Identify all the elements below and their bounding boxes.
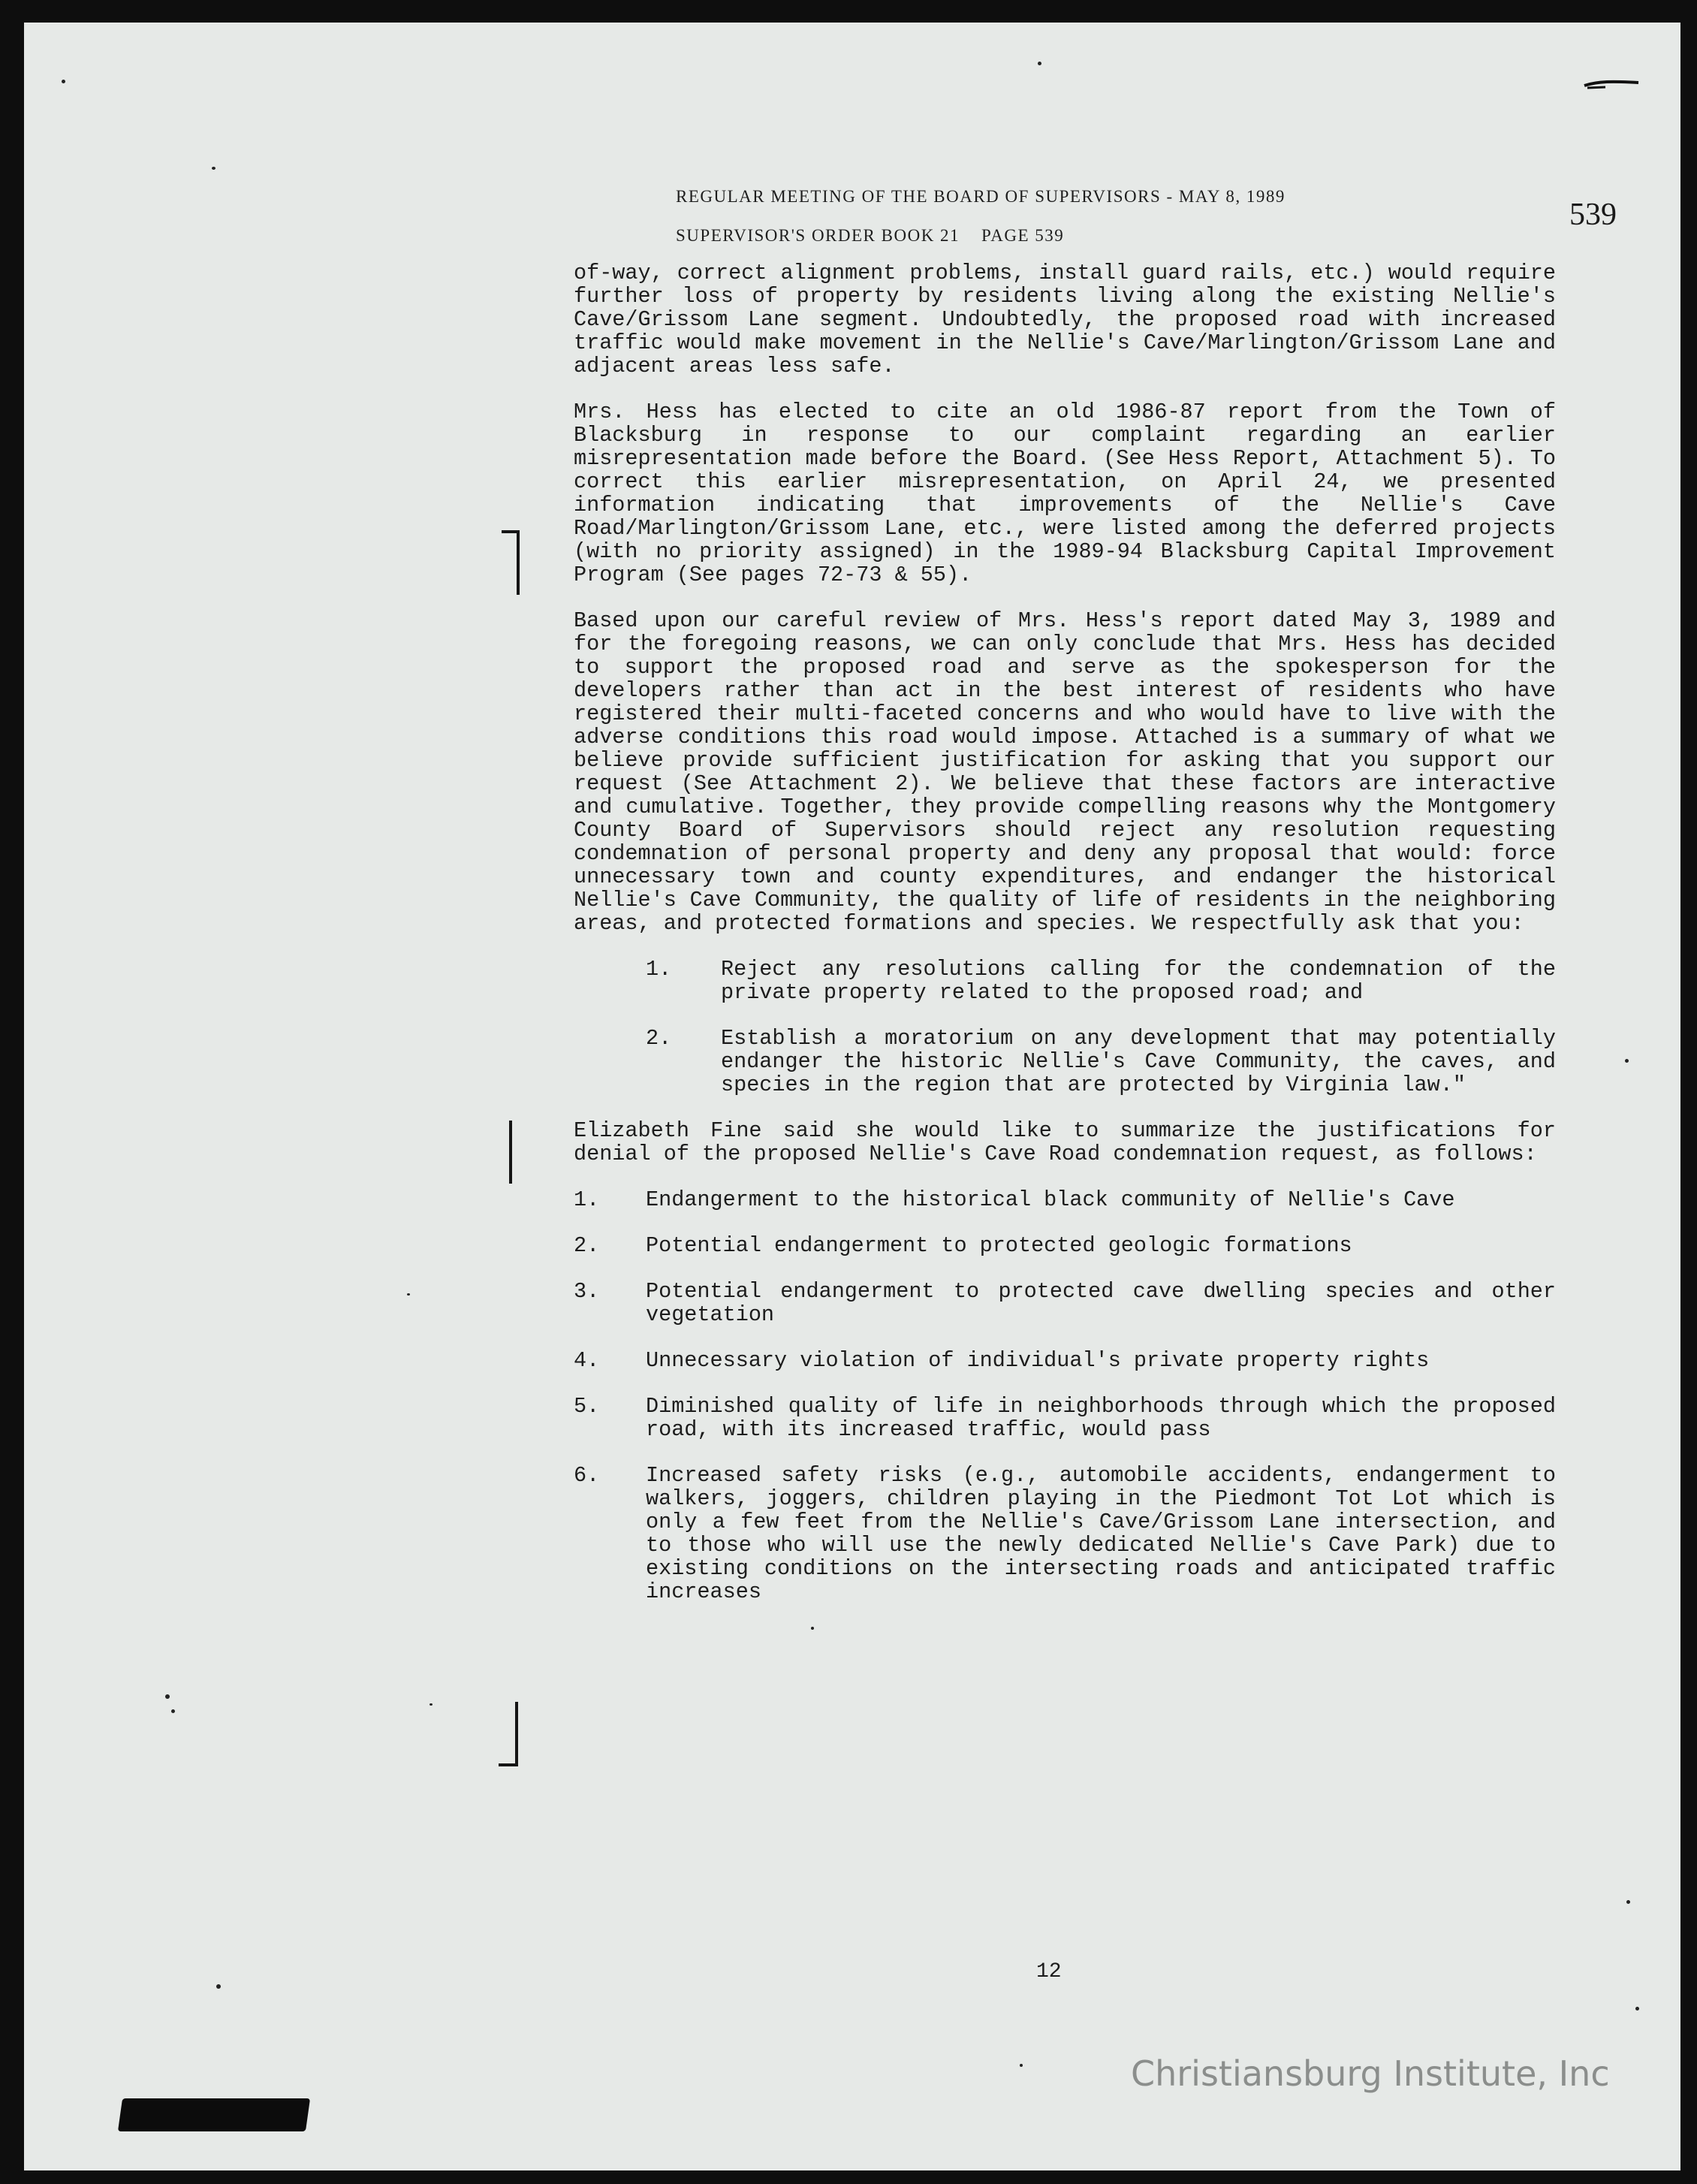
dust-speck — [165, 1694, 170, 1699]
list-item-text: Reject any resolutions calling for the condemnation of the private property related to the proposed road; and — [721, 957, 1556, 1005]
paragraph-summary-intro: Elizabeth Fine said she would like to summarize the justifications for denial of the proposed Nellie's Cave Road condemnation request, as follows: — [574, 1118, 1556, 1166]
dust-speck — [430, 1703, 433, 1706]
list-item-text: Potential endangerment to protected geologic formations — [646, 1233, 1352, 1258]
ink-smear-mark — [118, 2098, 310, 2131]
dust-speck — [1626, 1900, 1630, 1904]
list-item-number: 6. — [574, 1463, 600, 1488]
list-item — [574, 1280, 1556, 1326]
page-header — [676, 177, 1286, 255]
paragraph-review-conclusion: Based upon our careful review of Mrs. Hess's report dated May 3, 1989 and for the foregoing reasons, we can only conclude that Mrs. Hess has decided to support the proposed road and serve as the spokesperson for the developers rather than act in the best interest of residents who have registered their multi-faceted concerns and who would have to live with the adverse conditions this road would impose. Attached is a summary of what we believe provide sufficient justification for asking that you support our request (See Attachment 2). We believe that these factors are interactive and cumulative. Together, they provide compelling reasons why the Montgomery County Board of Supervisors should reject any resolution requesting condemnation of personal property and deny any proposal that would: force unnecessary town and county expenditures, and endanger the historical Nellie's Cave Community, the quality of life of residents in the neighboring areas, and protected formations and species. We respectfully ask that you: — [574, 608, 1556, 936]
list-item-text: Endangerment to the historical black community of Nellie's Cave — [646, 1187, 1455, 1212]
margin-bracket-1 — [502, 530, 520, 595]
list-item — [574, 1349, 1556, 1372]
dust-speck — [407, 1293, 410, 1296]
pen-mark-icon — [1583, 80, 1640, 90]
list-item-text: Increased safety risks (e.g., automobile accidents, endangerment to walkers, joggers, children playing in the Piedmont Tot Lot which is only a few feet from the Nellie's Cave/Grissom Lane intersection, and to those who will use the newly dedicated Nellie's Cave Park) due to existing conditions on the intersecting roads and anticipated traffic increases — [646, 1463, 1556, 1604]
list-item-text: Establish a moratorium on any development that may potentially endanger the historic Nellie's Cave Community, the caves, and species in the region that are protected by Virginia law." — [721, 1026, 1556, 1097]
dust-speck — [1038, 62, 1041, 65]
list-item — [574, 1234, 1556, 1257]
list-item — [574, 1395, 1556, 1441]
watermark: Christiansburg Institute, Inc — [1131, 2053, 1610, 2094]
list-item-number: 1. — [574, 1187, 600, 1212]
document-body — [574, 261, 1556, 1626]
list-item — [574, 958, 1556, 1004]
list-item — [574, 1188, 1556, 1211]
dust-speck — [811, 1627, 814, 1630]
list-item-number: 2. — [574, 1233, 600, 1258]
margin-bracket-2 — [502, 1121, 512, 1184]
list-item — [574, 1027, 1556, 1097]
document-page — [24, 23, 1680, 2170]
list-item-text: Unnecessary violation of individual's private property rights — [646, 1348, 1430, 1373]
list-item-number: 1. — [646, 957, 672, 982]
header-meeting-title: REGULAR MEETING OF THE BOARD OF SUPERVISORS - MAY 8, 1989 — [676, 187, 1286, 206]
header-order-book: SUPERVISOR'S ORDER BOOK 21 PAGE 539 — [676, 226, 1065, 245]
dust-speck — [212, 167, 216, 170]
footer-page-number: 12 — [1036, 1960, 1062, 1983]
list-item-number: 2. — [646, 1026, 672, 1051]
page-number-stamp: 539 — [1569, 198, 1617, 232]
list-item — [574, 1464, 1556, 1603]
paragraph-hess-report: Mrs. Hess has elected to cite an old 1986-87 report from the Town of Blacksburg in response to our complaint regarding an earlier misrepresentation made before the Board. (See Hess Report, Attachment 5). To correct this earlier misrepresentation, on April 24, we presented information indicating that improvements of the Nellie's Cave Road/Marlington/Grissom Lane, etc., were listed among the deferred projects (with no priority assigned) in the 1989-94 Blacksburg Capital Improvement Program (See pages 72-73 & 55). — [574, 400, 1556, 587]
dust-speck — [171, 1709, 175, 1713]
list-item-number: 4. — [574, 1348, 600, 1373]
list-item-text: Diminished quality of life in neighborhoods through which the proposed road, with its increased traffic, would pass — [646, 1394, 1556, 1442]
dust-speck — [1625, 1059, 1629, 1063]
dust-speck — [1635, 2007, 1639, 2011]
dust-speck — [62, 80, 65, 83]
justification-list — [574, 1188, 1556, 1603]
paragraph-road-safety: of-way, correct alignment problems, install guard rails, etc.) would require further loss of property by residents living along the existing Nellie's Cave/Grissom Lane segment. Undoubtedly, the proposed road with increased traffic would make movement in the Nellie's Cave/Marlington/Grissom Lane and adjacent areas less safe. — [574, 261, 1556, 379]
list-item-text: Potential endangerment to protected cave dwelling species and other vegetation — [646, 1279, 1556, 1327]
margin-bracket-3 — [499, 1702, 518, 1766]
list-item-number: 3. — [574, 1279, 600, 1304]
list-item-number: 5. — [574, 1394, 600, 1419]
dust-speck — [216, 1984, 221, 1989]
request-list — [574, 958, 1556, 1097]
dust-speck — [1020, 2064, 1023, 2067]
